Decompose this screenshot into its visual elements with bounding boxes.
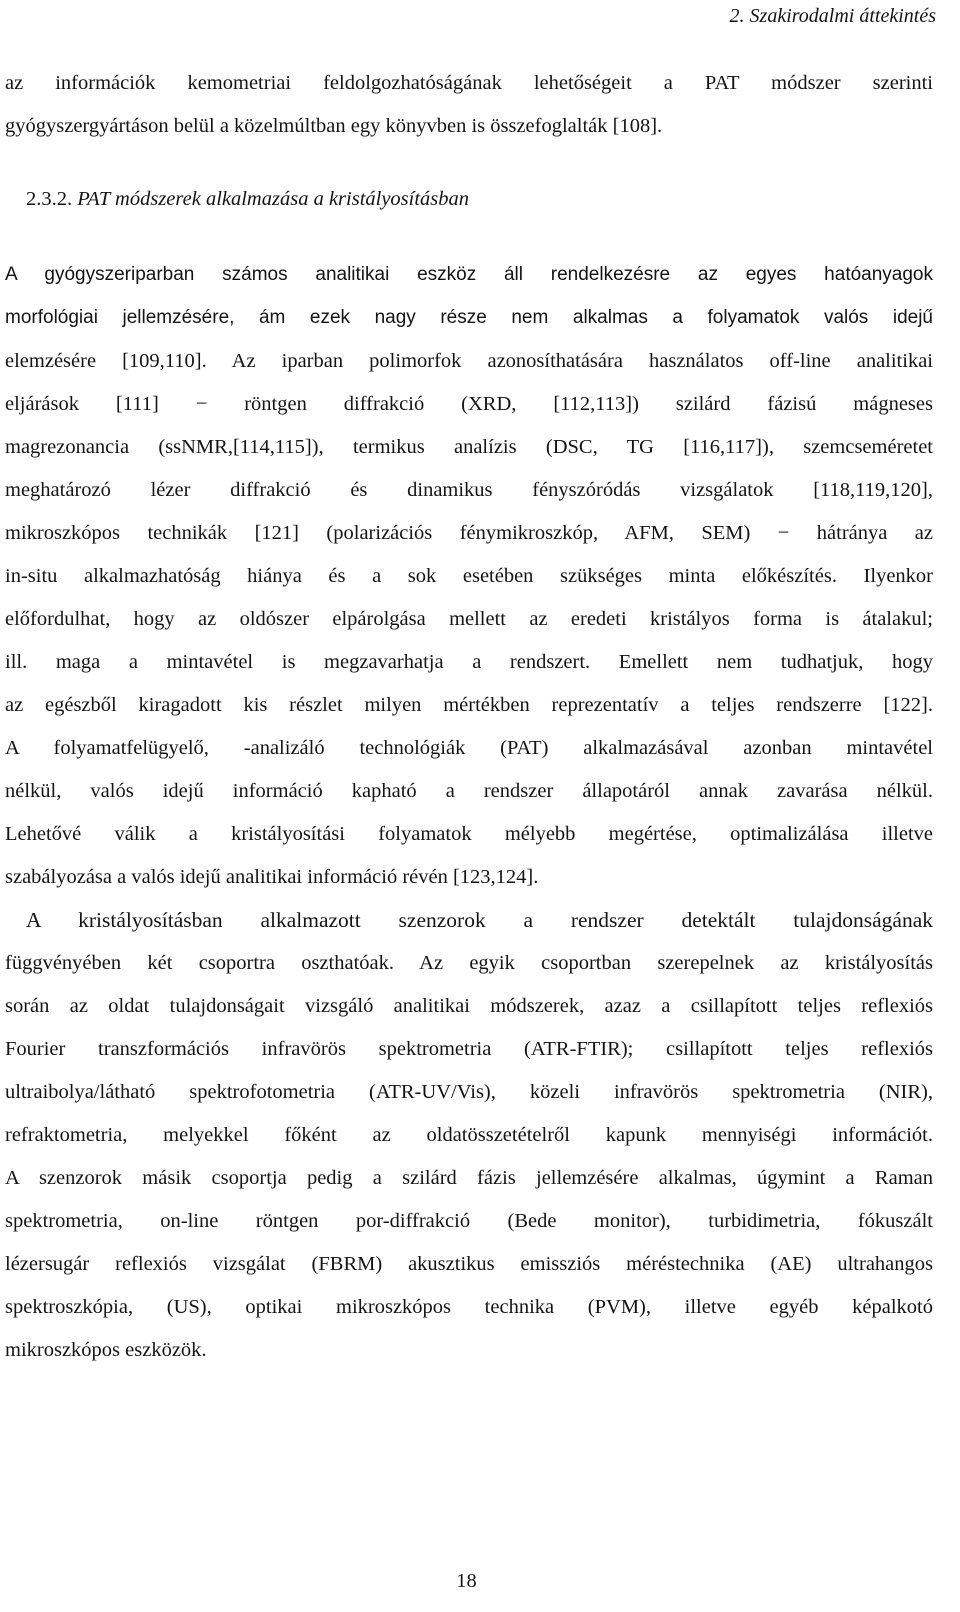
text-line: Fourier transzformációs infravörös spektrometria (ATR-FTIR); csillapított teljes reflexiós [5, 1038, 933, 1060]
text-line: mikroszkópos technikák [121] (polarizációs fénymikroszkóp, AFM, SEM) − hátránya az [5, 522, 933, 544]
text-line: az információk kemometriai feldolgozhatóságának lehetőségeit a PAT módszer szerinti [5, 72, 933, 94]
text-line: ultraibolya/látható spektrofotometria (ATR-UV/Vis), közeli infravörös spektrometria (NIR), [5, 1081, 933, 1103]
text-line: előfordulhat, hogy az oldószer elpárolgása mellett az eredeti kristályos forma is átalakul; [5, 608, 933, 630]
text-line: során az oldat tulajdonságait vizsgáló analitikai módszerek, azaz a csillapított teljes reflexiós [5, 995, 933, 1017]
text-line: Lehetővé válik a kristályosítási folyamatok mélyebb megértése, optimalizálása illetve [5, 823, 933, 845]
text-line [5, 347, 933, 375]
text-line: szabályozása a valós idejű analitikai információ révén [123,124]. [5, 866, 539, 888]
text-line: A gyógyszeriparban számos analitikai eszköz áll rendelkezésre az egyes hatóanyagok [5, 264, 933, 285]
text-line: ill. maga a mintavétel is megzavarhatja a rendszert. Emellett nem tudhatjuk, hogy [5, 651, 933, 673]
text-line: spektroszkópia, (US), optikai mikroszkópos technika (PVM), illetve egyéb képalkotó [5, 1296, 933, 1318]
text-line: morfológiai jellemzésére, ám ezek nagy része nem alkalmas a folyamatok valós idejű [5, 307, 933, 328]
text-line-start: elemzésére [109,110]. Az iparban polimorfok azonosíthatására használatos off-line analitikai [5, 350, 933, 372]
text-line: magrezonancia (ssNMR,[114,115]), termikus analízis (DSC, TG [116,117]), szemcseméretet [5, 436, 933, 458]
text-line: A szenzorok másik csoportja pedig a szilárd fázis jellemzésére alkalmas, úgymint a Raman [5, 1167, 933, 1189]
text-line: meghatározó lézer diffrakció és dinamikus fényszóródás vizsgálatok [118,119,120], [5, 479, 933, 501]
running-header: 2. Szakirodalmi áttekintés [729, 5, 936, 27]
text-line: az egészből kiragadott kis részlet milyen mértékben reprezentatív a teljes rendszerre [122]. [5, 694, 933, 716]
text-line: eljárások [111] − röntgen diffrakció (XRD, [112,113]) szilárd fázisú mágneses [5, 393, 933, 415]
text-line: gyógyszergyártáson belül a közelmúltban egy könyvben is összefoglalták [108]. [5, 115, 663, 137]
text-line: A folyamatfelügyelő, -analizáló technológiák (PAT) alkalmazásával azonban mintavétel [5, 737, 933, 759]
page-number: 18 [456, 1570, 477, 1592]
section-title: PAT módszerek alkalmazása a kristályosításban [77, 188, 470, 210]
section-number: 2.3.2. [26, 188, 73, 210]
text-line: függvényében két csoportra oszthatóak. Az egyik csoportban szerepelnek az kristályosítás [5, 952, 933, 974]
text-line: in-situ alkalmazhatóság hiánya és a sok esetében szükséges minta előkészítés. Ilyenkor [5, 565, 933, 587]
text-line: lézersugár reflexiós vizsgálat (FBRM) akusztikus emissziós méréstechnika (AE) ultrahangos [5, 1253, 933, 1275]
text-line: refraktometria, melyekkel főként az oldatösszetételről kapunk mennyiségi információt. [5, 1124, 933, 1146]
section-heading [26, 185, 469, 213]
text-line: A kristályosításban alkalmazott szenzorok a rendszer detektált tulajdonságának [26, 908, 933, 932]
text-line: spektrometria, on-line röntgen por-diffrakció (Bede monitor), turbidimetria, fókuszált [5, 1210, 933, 1232]
text-line: nélkül, valós idejű információ kapható a rendszer állapotáról annak zavarása nélkül. [5, 780, 933, 802]
text-line: mikroszkópos eszközök. [5, 1339, 207, 1361]
